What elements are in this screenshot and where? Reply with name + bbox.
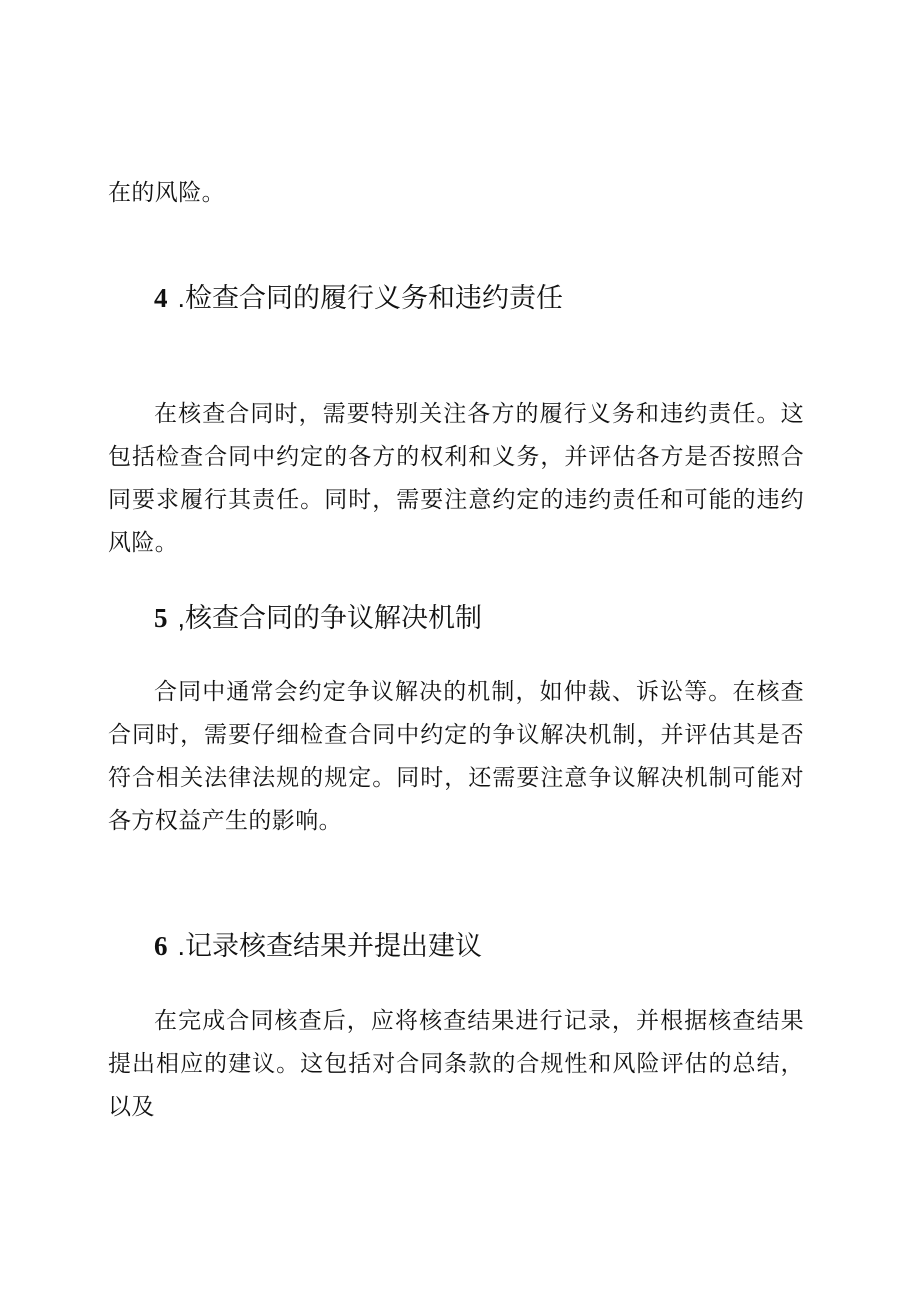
section-title: 检查合同的履行义务和违约责任 [185,283,564,314]
section-6-paragraph: 在完成合同核查后，应将核查结果进行记录，并根据核查结果提出相应的建议。这包括对合同条款的合规性和风险评估的总结，以及 [108,1008,804,1120]
section-number: 4 [154,283,168,313]
continuation-paragraph: 在的风险。 [108,180,225,206]
section-number: 6 [154,931,168,961]
section-number: 5 [154,603,168,633]
section-5-paragraph: 合同中通常会约定争议解决的机制，如仲裁、诉讼等。在核查合同时，需要仔细检查合同中约定的争议解决机制，并评估其是否符合相关法律法规的规定。同时，还需要注意争议解决机制可能对各方权益产生的影响。 [108,679,804,834]
section-title: 核查合同的争议解决机制 [185,603,483,634]
section-4-paragraph: 在核查合同时，需要特别关注各方的履行义务和违约责任。这包括检查合同中约定的各方的权利和义务，并评估各方是否按照合同要求履行其责任。同时，需要注意约定的违约责任和可能的违约风险。 [108,401,804,556]
section-separator: , [177,603,186,633]
section-heading-5 [154,598,482,639]
section-separator: . [177,283,186,313]
section-heading-6 [154,926,482,967]
section-title: 记录核查结果并提出建议 [185,931,483,962]
section-separator: . [177,931,186,961]
section-heading-4 [154,278,563,319]
